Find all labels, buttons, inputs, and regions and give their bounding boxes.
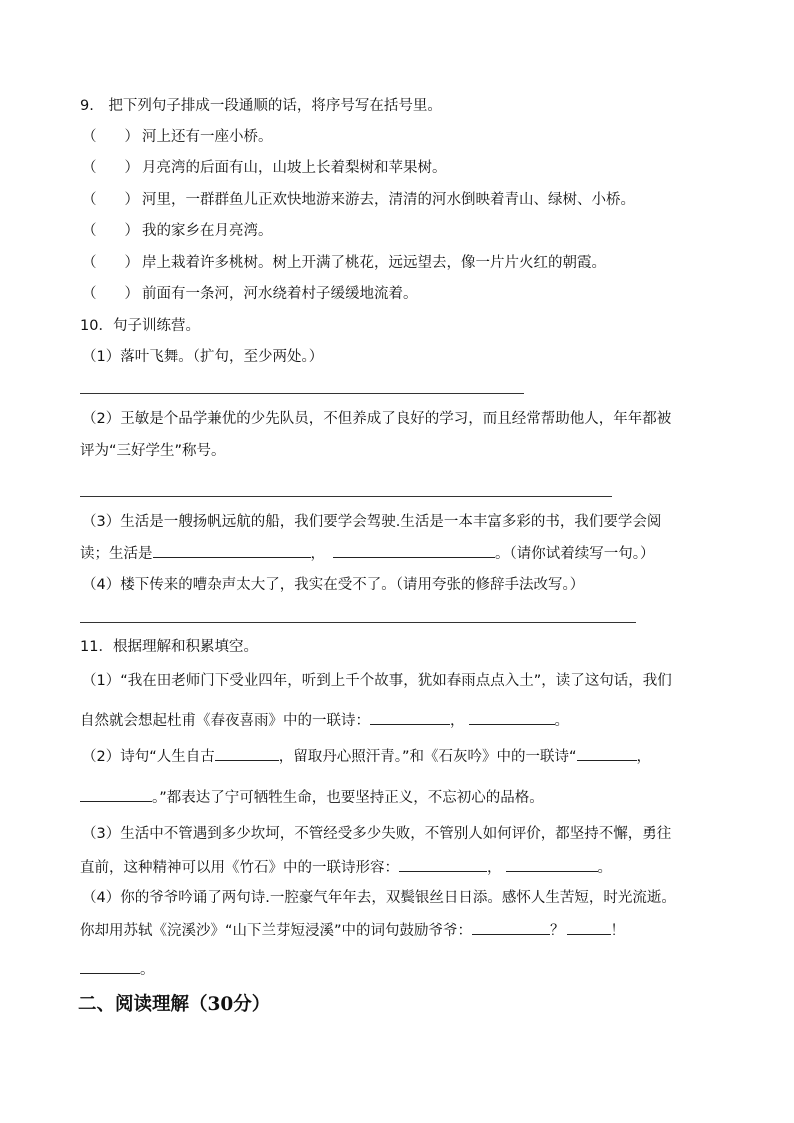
fill-blank[interactable] xyxy=(469,710,555,725)
answer-paren[interactable]: （ ） xyxy=(82,223,139,239)
q11-s4-line1: （4）你的爷爷吟诵了两句诗.一腔豪气年年去，双鬓银丝日日添。感怀人生苦短，时光流逝。 xyxy=(82,890,676,906)
q10-s2-line2: 评为“三好学生”称号。 xyxy=(80,443,226,459)
q11-s1-line2: 自然就会想起杜甫《春夜喜雨》中的一联诗： ， 。 xyxy=(80,710,569,731)
answer-paren[interactable]: （ ） xyxy=(82,192,139,208)
q10-s3-line1: （3）生活是一艘扬帆远航的船，我们要学会驾驶.生活是一本丰富多彩的书，我们要学会阅 xyxy=(82,514,662,530)
fill-blank[interactable] xyxy=(153,543,311,558)
q10-s4: （4）楼下传来的嘈杂声太大了，我实在受不了。（请用夸张的修辞手法改写。） xyxy=(82,577,585,593)
q11-s3-line1: （3）生活中不管遇到多少坎坷，不管经受多少失败，不管别人如何评价，都坚持不懈，勇往 xyxy=(82,826,672,842)
fill-blank[interactable] xyxy=(80,959,140,974)
q9-item-2: （ ） 月亮湾的后面有山，山坡上长着梨树和苹果树。 xyxy=(82,160,447,176)
fill-blank[interactable] xyxy=(333,543,495,558)
answer-paren[interactable]: （ ） xyxy=(82,286,139,302)
fill-blank[interactable] xyxy=(370,710,450,725)
q11-s4-line2: 你却用苏轼《浣溪沙》“山下兰芽短浸溪”中的词句鼓励爷爷： ？ ！ xyxy=(80,920,625,941)
fill-blank[interactable] xyxy=(215,746,279,761)
q10-s3-line2: 读；生活是 ， 。（请你试着续写一句。） xyxy=(80,543,655,564)
fill-blank[interactable] xyxy=(506,857,598,872)
answer-line[interactable] xyxy=(80,622,636,623)
fill-blank[interactable] xyxy=(399,857,487,872)
q11-s3-line2: 直前，这种精神可以用《竹石》中的一联诗形容： ， 。 xyxy=(80,857,612,878)
q11-s4-line3: 。 xyxy=(80,959,155,980)
q9-item-5: （ ） 岸上栽着许多桃树。树上开满了桃花，远远望去，像一片片火红的朝霞。 xyxy=(82,255,606,271)
q10-s1: （1）落叶飞舞。（扩句，至少两处。） xyxy=(82,349,324,365)
answer-line[interactable] xyxy=(80,393,524,394)
q9-item-3: （ ） 河里，一群群鱼儿正欢快地游来游去，清清的河水倒映着青山、绿树、小桥。 xyxy=(82,192,635,208)
answer-paren[interactable]: （ ） xyxy=(82,160,139,176)
q9-item-1: （ ） 河上还有一座小桥。 xyxy=(82,129,273,145)
fill-blank[interactable] xyxy=(567,920,611,935)
fill-blank[interactable] xyxy=(472,920,550,935)
q11-title: 11．根据理解和积累填空。 xyxy=(80,639,258,655)
q11-s2-line2: 。”都表达了宁可牺牲生命，也要坚持正义，不忘初心的品格。 xyxy=(80,787,544,808)
section-heading: 二、阅读理解（30分） xyxy=(78,994,271,1015)
q10-title: 10．句子训练营。 xyxy=(80,318,200,334)
answer-line[interactable] xyxy=(80,496,612,497)
q11-s2-line1: （2）诗句“人生自古 ，留取丹心照汗青。”和《石灰吟》中的一联诗“ ， xyxy=(82,746,651,767)
fill-blank[interactable] xyxy=(80,787,152,802)
q9-item-6: （ ） 前面有一条河，河水绕着村子缓缓地流着。 xyxy=(82,286,418,302)
answer-paren[interactable]: （ ） xyxy=(82,255,139,271)
q10-s2-line1: （2）王敏是个品学兼优的少先队员，不但养成了良好的学习，而且经常帮助他人，年年都被 xyxy=(82,411,672,427)
answer-paren[interactable]: （ ） xyxy=(82,129,139,145)
q11-s1-line1: （1）“我在田老师门下受业四年，听到上千个故事，犹如春雨点点入土”，读了这句话，我们 xyxy=(82,673,672,689)
q9-item-4: （ ） 我的家乡在月亮湾。 xyxy=(82,223,273,239)
q9-title: 9. 把下列句子排成一段通顺的话，将序号写在括号里。 xyxy=(80,98,442,114)
fill-blank[interactable] xyxy=(577,746,637,761)
